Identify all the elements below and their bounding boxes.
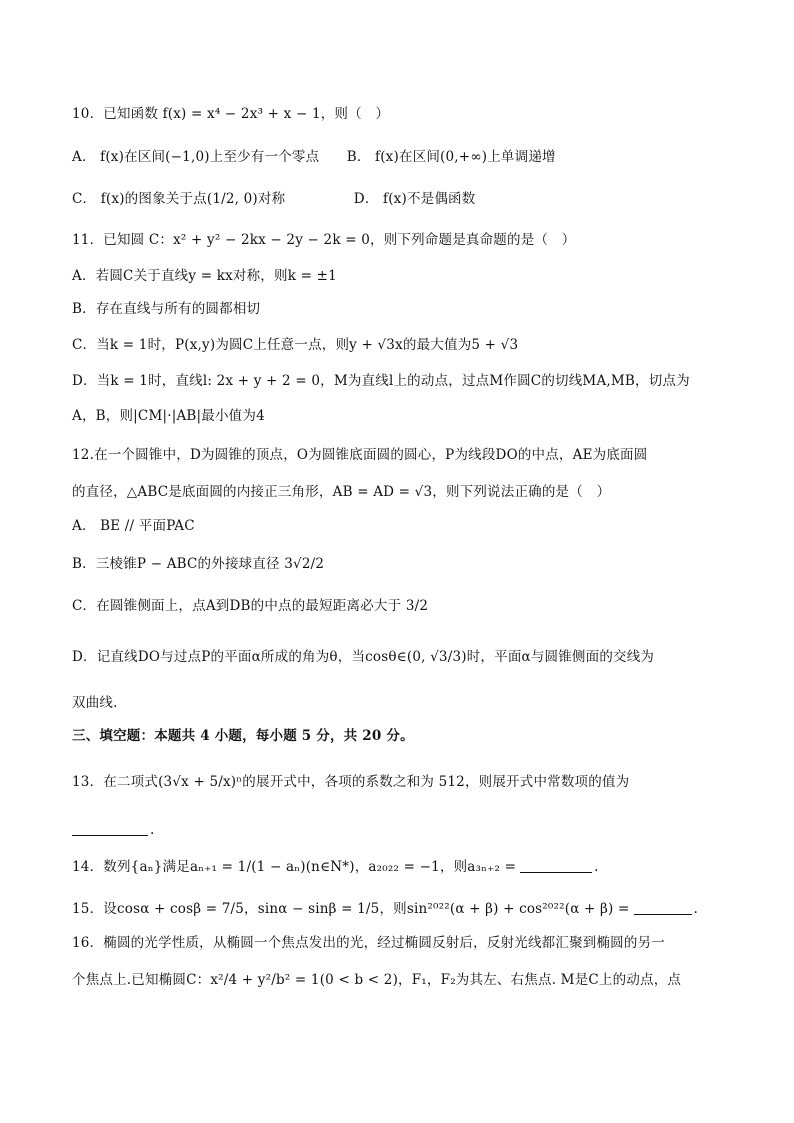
q14-answer-blank[interactable]	[520, 858, 592, 873]
q10-options-cd: C． f(x)的图象关于点(1/2, 0)对称 D． f(x)不是偶函数	[72, 191, 476, 207]
q12-stem-1: 12.在一个圆锥中，D为圆锥的顶点，O为圆锥底面圆的圆心，P为线段DO的中点，AE为底面圆	[72, 447, 648, 463]
q16-stem-2: 个焦点上.已知椭圆C：x²/4 + y²/b² = 1(0 < b < 2)，F₁，F₂为其左、右焦点. M是C上的动点，点	[72, 972, 682, 988]
q13-answer-line	[72, 820, 155, 840]
q15-tail: .	[693, 901, 699, 917]
q15-answer-blank[interactable]	[634, 900, 692, 915]
q12-option-d: D．记直线DO与过点P的平面α所成的角为θ，当cosθ∈(0, √3/3)时，平面α与圆锥侧面的交线为	[72, 649, 655, 665]
q15-stem: 15．设cosα + cosβ = 7/5，sinα − sinβ = 1/5，则sin²⁰²²(α + β) + cos²⁰²²(α + β) =	[72, 901, 630, 917]
q11-stem: 11．已知圆 C：x² + y² − 2kx − 2y − 2k = 0，则下列命题是真命题的是（ ）	[72, 232, 576, 248]
q14-line	[72, 857, 599, 877]
q12-option-c: C．在圆锥侧面上，点A到DB的中点的最短距离必大于 3/2	[72, 598, 429, 614]
q13-stem: 13．在二项式(3√x + 5/x)ⁿ的展开式中，各项的系数之和为 512，则展开式中常数项的值为	[72, 774, 630, 790]
q11-option-a: A．若圆C关于直线y = kx对称，则k = ±1	[72, 268, 337, 284]
q11-option-b: B．存在直线与所有的圆都相切	[72, 301, 261, 317]
q16-stem-1: 16．椭圆的光学性质，从椭圆一个焦点发出的光，经过椭圆反射后，反射光线都汇聚到椭圆的另一	[72, 935, 665, 951]
q13-answer-blank[interactable]	[72, 821, 148, 836]
q12-option-a: A． BE // 平面PAC	[72, 518, 195, 534]
section-title-fill-in: 三、填空题：本题共 4 小题，每小题 5 分，共 20 分。	[72, 728, 414, 744]
q12-option-b: B．三棱锥P − ABC的外接球直径 3√2/2	[72, 556, 325, 572]
q15-line	[72, 899, 698, 919]
q14-stem: 14．数列{aₙ}满足aₙ₊₁ = 1/(1 − aₙ)(n∈N*)，a₂₀₂₂ = −1，则a₃ₙ₊₂ =	[72, 859, 517, 875]
q10-options-ab: A． f(x)在区间(−1,0)上至少有一个零点 B． f(x)在区间(0,+∞)上单调递增	[72, 149, 556, 165]
q10-stem: 10．已知函数 f(x) = x⁴ − 2x³ + x − 1，则（ ）	[72, 106, 390, 122]
q11-option-d: D．当k = 1时，直线l: 2x + y + 2 = 0，M为直线l上的动点，过点M作圆C的切线MA,MB，切点为	[72, 373, 690, 389]
q12-stem-2: 的直径，△ABC是底面圆的内接正三角形，AB = AD = √3，则下列说法正确的是（ ）	[72, 484, 611, 500]
q14-tail: .	[594, 859, 599, 875]
q11-option-d-cont: A，B，则|CM|·|AB|最小值为4	[72, 408, 265, 424]
q11-option-c: C．当k = 1时，P(x,y)为圆C上任意一点，则y + √3x的最大值为5 + √3	[72, 337, 519, 353]
q13-tail: .	[150, 822, 155, 838]
q12-option-d-cont: 双曲线.	[72, 695, 118, 711]
